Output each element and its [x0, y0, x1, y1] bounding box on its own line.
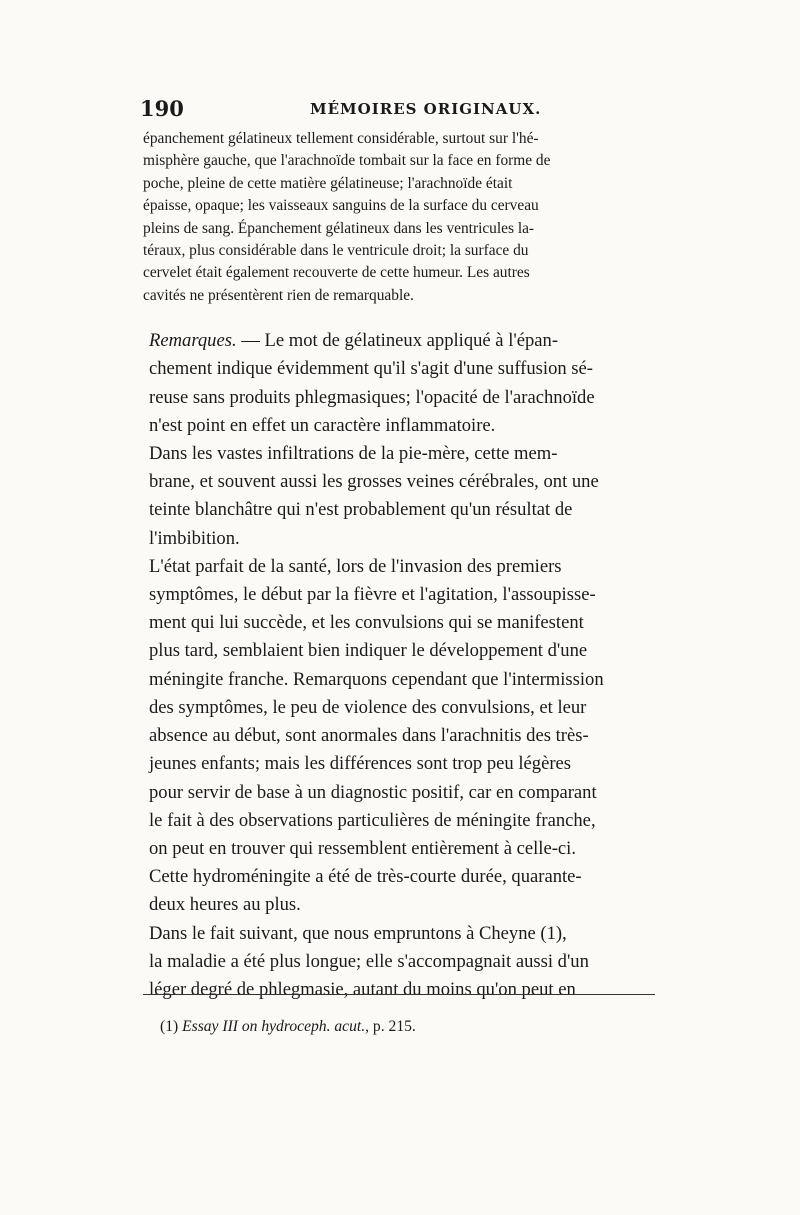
footnote	[160, 1018, 416, 1036]
text-line: pour servir de base à un diagnostic positif, car en comparant	[149, 781, 597, 803]
text-line: deux heures au plus.	[149, 894, 301, 916]
page-header	[140, 96, 666, 120]
text-line: cavités ne présentèrent rien de remarquable.	[143, 286, 414, 304]
text-line: reuse sans produits phlegmasiques; l'opacité de l'arachnoïde	[149, 386, 595, 408]
remarques-label: Remarques.	[149, 330, 237, 352]
text-line: misphère gauche, que l'arachnoïde tombait sur la face en forme de	[143, 152, 551, 170]
text-line-rest: — Le mot de gélatineux appliqué à l'épan-	[236, 330, 559, 352]
text-line: ment qui lui succède, et les convulsions qui se manifestent	[149, 612, 584, 634]
footnote-marker: (1)	[160, 1018, 179, 1035]
footnote-divider	[143, 994, 655, 995]
text-line: la maladie a été plus longue; elle s'accompagnait aussi d'un	[149, 950, 589, 972]
text-line: chement indique évidemment qu'il s'agit d'une suffusion sé-	[149, 358, 593, 380]
text-line: Cette hydroméningite a été de très-courte durée, quarante-	[149, 866, 582, 888]
text-line: Dans les vastes infiltrations de la pie-mère, cette mem-	[149, 443, 558, 465]
text-line: téraux, plus considérable dans le ventricule droit; la surface du	[143, 242, 529, 260]
text-line: absence au début, sont anormales dans l'arachnitis des très-	[149, 725, 589, 747]
text-line: épaisse, opaque; les vaisseaux sanguins de la surface du cerveau	[143, 197, 539, 215]
text-line: l'imbibition.	[149, 527, 240, 549]
text-line: symptômes, le début par la fièvre et l'agitation, l'assoupisse-	[149, 584, 596, 606]
body-text	[143, 128, 665, 1004]
text-line: plus tard, semblaient bien indiquer le développement d'une	[149, 640, 588, 662]
text-line: poche, pleine de cette matière gélatineuse; l'arachnoïde était	[143, 174, 513, 192]
text-line: brane, et souvent aussi les grosses veines cérébrales, ont une	[149, 471, 599, 493]
running-head: MÉMOIRES ORIGINAUX.	[310, 100, 542, 118]
text-line: des symptômes, le peu de violence des convulsions, et leur	[149, 696, 587, 718]
text-line: on peut en trouver qui ressemblent entièrement à celle-ci.	[149, 837, 576, 859]
text-line: méningite franche. Remarquons cependant que l'intermission	[149, 668, 604, 690]
text-line: L'état parfait de la santé, lors de l'invasion des premiers	[149, 555, 562, 577]
text-line: épanchement gélatineux tellement considérable, surtout sur l'hé-	[143, 130, 539, 147]
text-line: léger degré de phlegmasie, autant du moins qu'on peut en	[149, 978, 576, 1000]
text-line: n'est point en effet un caractère inflammatoire.	[149, 414, 496, 436]
text-line: Dans le fait suivant, que nous empruntons à Cheyne (1),	[149, 922, 567, 944]
text-line: cervelet était également recouverte de cette humeur. Les autres	[143, 264, 530, 282]
text-line	[143, 327, 665, 355]
text-line: jeunes enfants; mais les différences sont trop peu légères	[149, 753, 572, 775]
page-number: 190	[140, 96, 184, 121]
footnote-title: Essay III on hydroceph. acut.	[182, 1018, 366, 1035]
footnote-page: , p. 215.	[365, 1018, 416, 1035]
text-line: pleins de sang. Épanchement gélatineux dans les ventricules la-	[143, 219, 535, 237]
text-line: le fait à des observations particulières de méningite franche,	[149, 809, 596, 831]
text-line: teinte blanchâtre qui n'est probablement qu'un résultat de	[149, 499, 573, 521]
